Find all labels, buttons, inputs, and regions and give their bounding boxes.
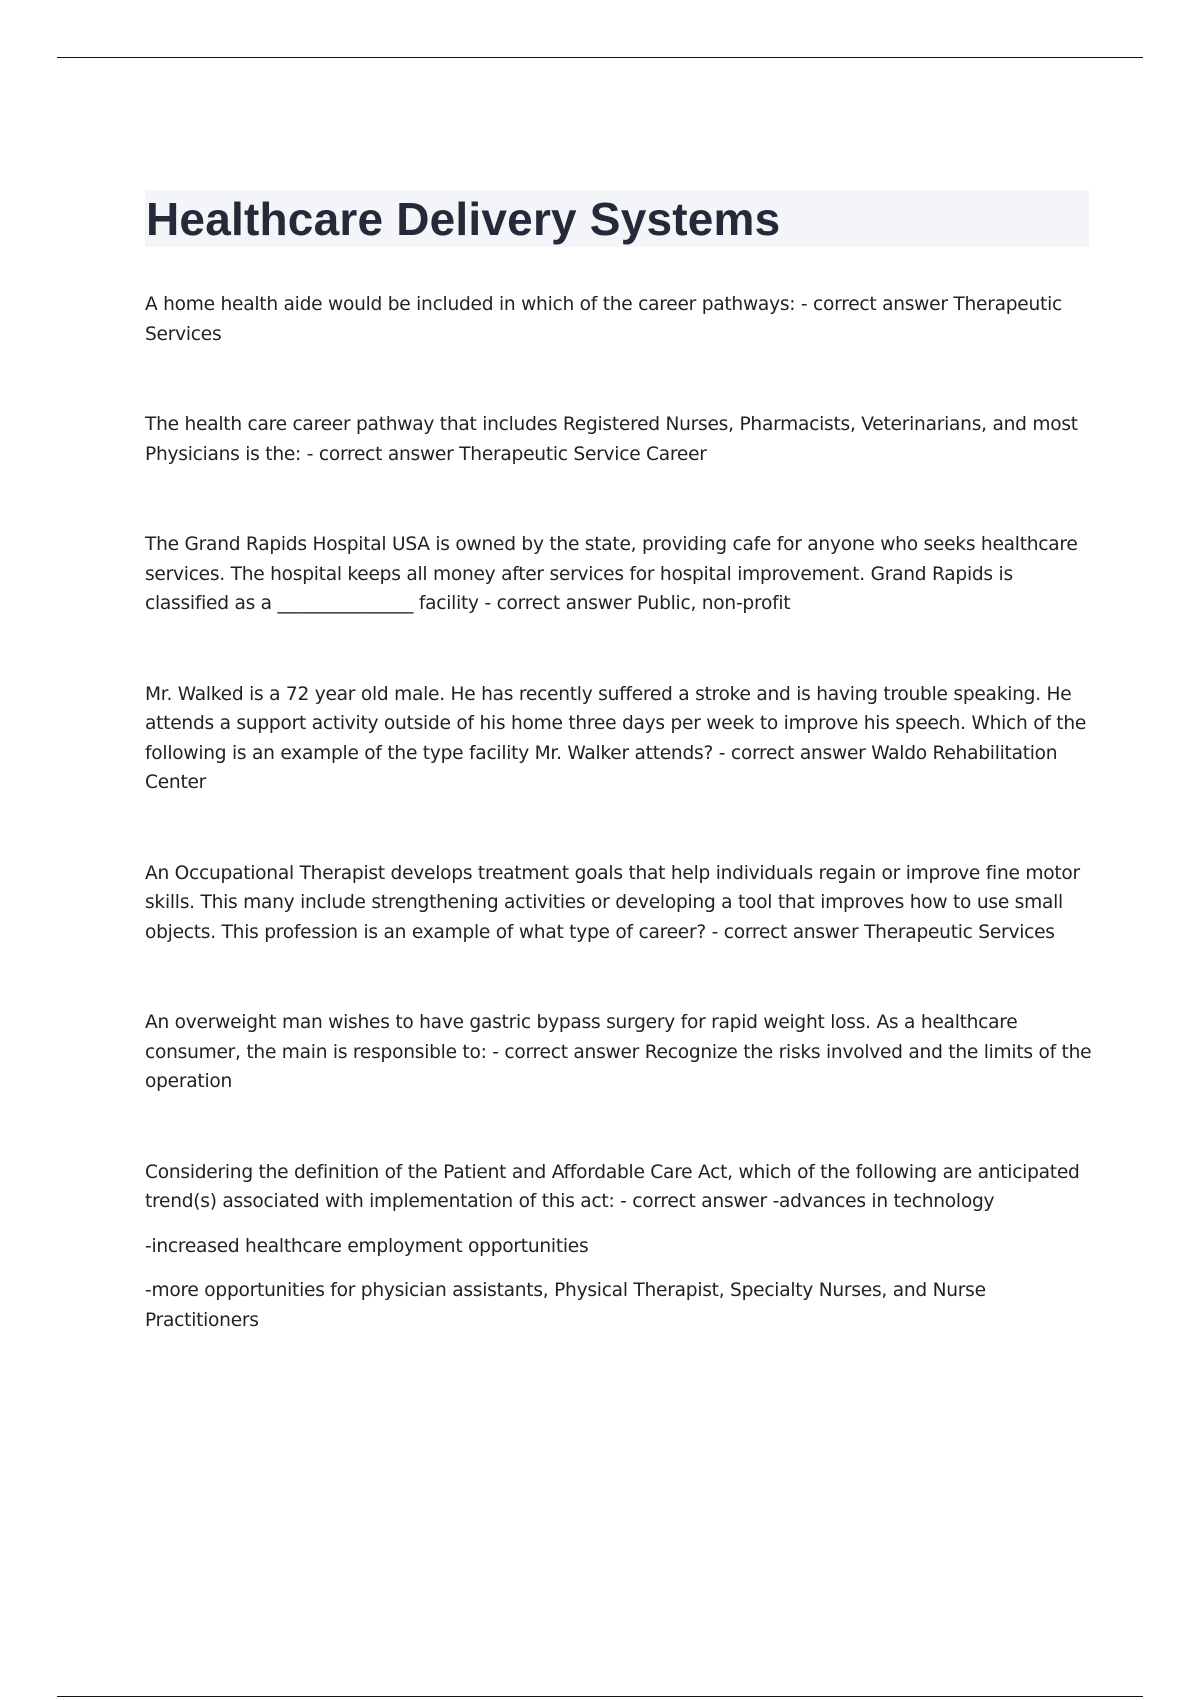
qa-item-7-continuation-1: -increased healthcare employment opportunities — [145, 1235, 589, 1257]
qa-item-6: An overweight man wishes to have gastric bypass surgery for rapid weight loss. As a healthcare consumer, the main is responsible to: - correct answer Recognize the risks involved and the limits of the operation — [145, 1012, 1092, 1092]
bottom-rule — [57, 1696, 1143, 1697]
page-title: Healthcare Delivery Systems — [146, 193, 781, 245]
qa-item-4: Mr. Walked is a 72 year old male. He has recently suffered a stroke and is having trouble speaking. He attends a support activity outside of his home three days per week to improve his speech. Which of the following is an example of the type facility Mr. Walker attends? - correct answer Waldo Rehabilitation Center — [145, 683, 1087, 793]
qa-item-3: The Grand Rapids Hospital USA is owned by the state, providing cafe for anyone who seeks healthcare services. The hospital keeps all money after services for hospital improvement. Grand Rapids is classified as a _______________ facility - correct answer Public, non-profit — [145, 534, 1078, 614]
qa-item-7-continuation-2: -more opportunities for physician assistants, Physical Therapist, Specialty Nurses, and Nurse Practitioners — [145, 1280, 986, 1331]
qa-item-2: The health care career pathway that includes Registered Nurses, Pharmacists, Veterinarians, and most Physicians is the: - correct answer Therapeutic Service Career — [145, 414, 1078, 465]
qa-item-5: An Occupational Therapist develops treatment goals that help individuals regain or improve fine motor skills. This many include strengthening activities or developing a tool that improves how to use small objects. This profession is an example of what type of career? - correct answer Therapeutic Services — [145, 862, 1080, 943]
qa-item-7: Considering the definition of the Patient and Affordable Care Act, which of the following are anticipated trend(s) associated with implementation of this act: - correct answer -advances in technology — [145, 1161, 1080, 1212]
qa-list — [145, 290, 1095, 1335]
top-rule — [57, 57, 1143, 58]
qa-item-1: A home health aide would be included in which of the career pathways: - correct answer Therapeutic Services — [145, 294, 1062, 345]
